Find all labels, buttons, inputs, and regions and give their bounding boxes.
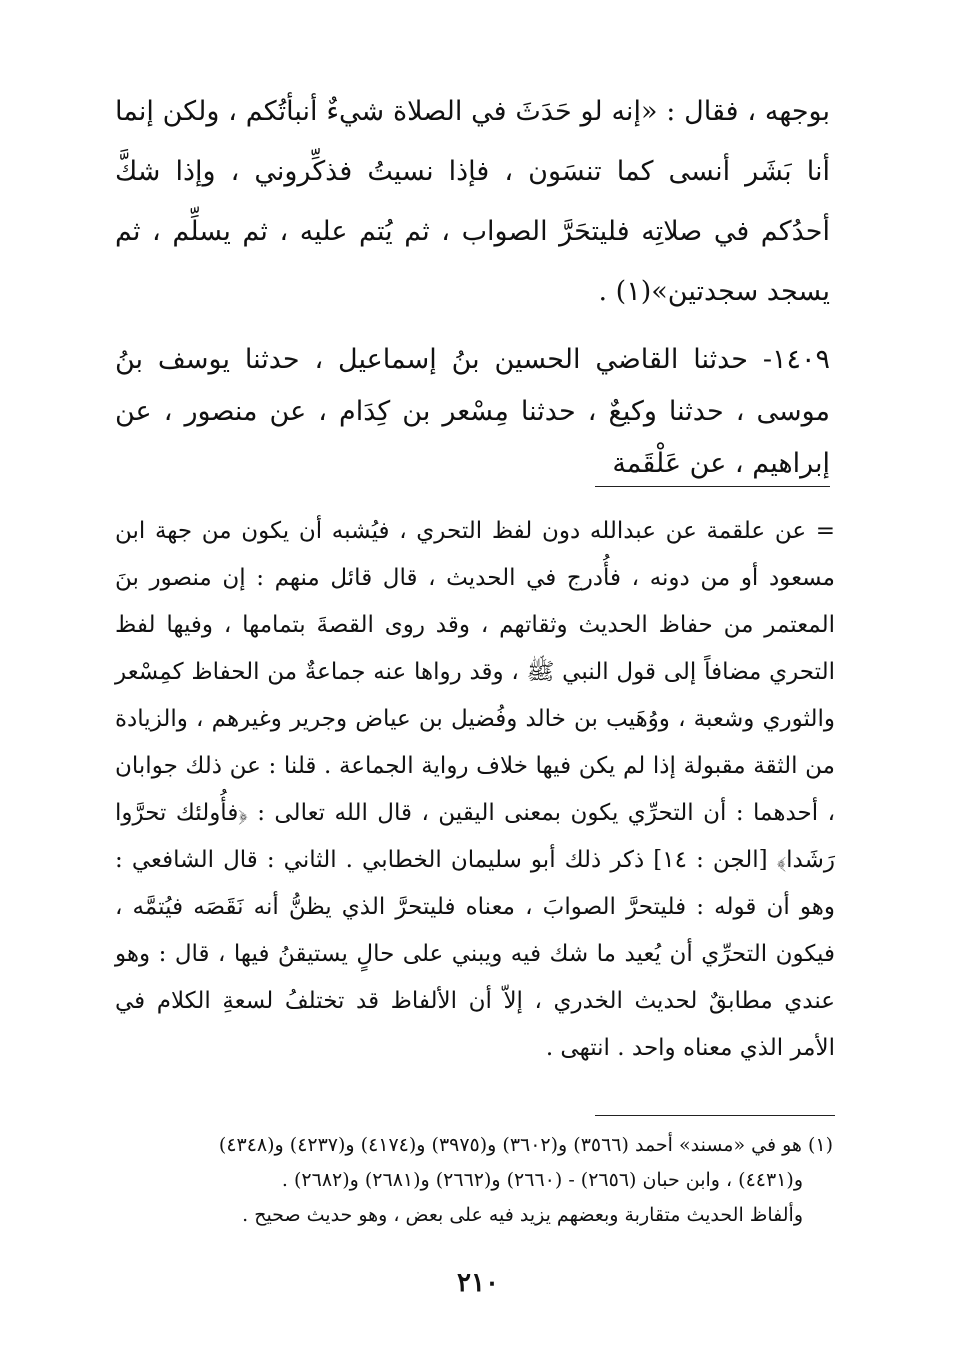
footnote-line-3: وألفاظ الحديث متقاربة وبعضهم يزيد فيه على بعض ، وهو حديث صحيح . — [242, 1204, 803, 1226]
footnote-line-2: و(٤٤٣١) ، وابن حبان (٢٦٥٦) - (٢٦٦٠) و(٢٦٦٢) و(٢٦٨١) و(٢٦٨٢) . — [281, 1169, 803, 1191]
page-number: ٢١٠ — [457, 1268, 499, 1298]
footnote-line-1: (١) هو في «مسند» أحمد (٣٥٦٦) و(٣٦٠٢) و(٣٩٧٥) و(٤١٧٤) و(٤٢٣٧) و(٤٣٤٨) — [218, 1134, 833, 1156]
hadith-1409-chain: ١٤٠٩- حدثنا القاضي الحسين بنُ إسماعيل ، حدثنا يوسف بنُ موسى ، حدثنا وكيعٌ ، حدثنا مِسْعر بن كِدَام ، عن منصور ، عن إبراهيم ، عن عَلْقَمة — [115, 344, 830, 479]
commentary-block — [115, 508, 835, 1072]
main-text-separator — [595, 486, 830, 487]
footnote-separator — [595, 1115, 835, 1116]
footnote-block — [118, 1128, 833, 1233]
main-text — [115, 82, 830, 490]
commentary-text: = عن علقمة عن عبدالله دون لفظ التحري ، فيُشبه أن يكون من جهة ابن مسعود أو من دونه ، فأُدرج في الحديث ، قال قائل منهم : إن منصور بنَ المعتمر من حفاظ الحديث وثقاتهم ، وقد روى القصةَ بتمامها ، وفيها لفظ التحري مضافاً إلى قول النبي ﷺ ، وقد رواها عنه جماعةٌ من الحفاظ كمِسْعر والثوري وشعبة ، ووُهَيب بن خالد وفُضيل بن عياض وجرير وغيرهم ، والزيادة من الثقة مقبولة إذا لم يكن فيها خلاف رواية الجماعة . قلنا : عن ذلك جوابان ، أحدهما : أن التحرِّي يكون بمعنى اليقين ، قال الله تعالى : ﴿فأُولئك تحرَّوا رَشَدا﴾ [الجن : ١٤] ذكر ذلك أبو سليمان الخطابي . الثاني : قال الشافعي : وهو أن قوله : فليتحرَّ الصوابَ ، معناه فليتحرَّ الذي يظنُّ أنه نَقَصَه فيُتمَّه ، فيكون التحرِّي أن يُعيد ما شك فيه ويبني على حالٍ يستيقنُ فيها ، قال : وهو عندي مطابقٌ لحديث الخدري ، إلاّ أن الألفاظ قد تختلفُ لسعةِ الكلام في الأمر الذي معناه واحد . انتهى . — [115, 518, 836, 1061]
hadith-text-continuation: بوجهه ، فقال : «إنه لو حَدَثَ في الصلاة شيءٌ أنبأتُكم ، ولكن إنما أنا بَشَر أنسى كما تنسَون ، فإذا نسيتُ فذكِّروني ، وإذا شكَّ أحدُكم في صلاتِه فليتحَرَّ الصواب ، ثم يُتم عليه ، ثم يسلِّم ، ثم يسجد سجدتين»(١) . — [115, 96, 830, 307]
